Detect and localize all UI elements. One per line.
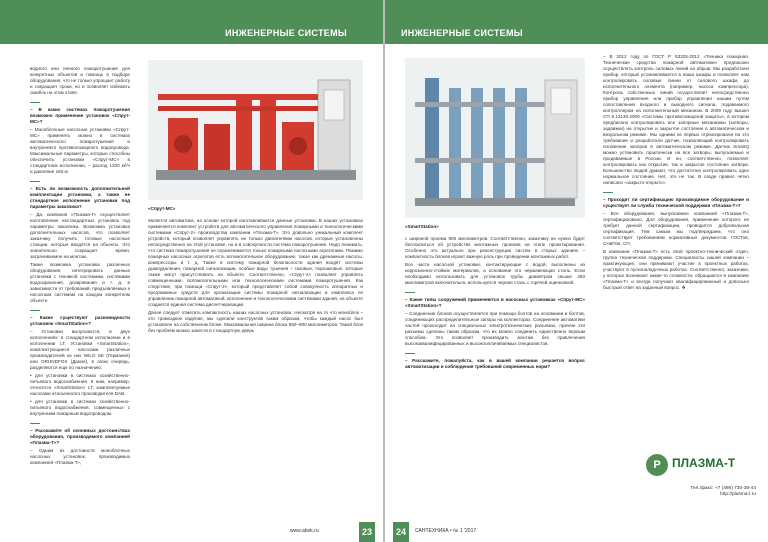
section-band-left [0, 0, 383, 44]
interview-question: – Есть ли возможность дополнительной комплектации установки, а также не стандартное исполнение установки под параметры заказчика? [30, 186, 130, 209]
body-paragraph: – Одним из достоинств моноблочных насосных установок, производимых компанией «Плазма-Т», [30, 448, 130, 465]
body-paragraph: – Моноблочные насосные установки «Спрут-МС» применять можно в системах автоматического пожаротушения и внутреннего противопожарного водопровода. Максимальные параметры, которые способны обеспечить установки «Спрут-МС» в стандартном исполнении, – расход 1200 м³/ч и давление 160 м. [30, 127, 130, 174]
left-column-1 [30, 66, 130, 528]
contact-site[interactable]: http://plasma-t.ru [720, 492, 756, 497]
interview-question: – Проходит ли сертификацию производимое оборудование и существует ли служба технической поддержки «Плазма-Т»? [603, 197, 749, 208]
photo-smartstation [405, 58, 585, 218]
body-paragraph: • для установки в системах хозяйственно-питьевого водоснабжения, совмещенных с внутренним пожарным водопроводом. [30, 399, 130, 416]
right-column-1 [405, 236, 585, 528]
question-divider [603, 192, 613, 193]
plasma-logo-icon: P [646, 454, 668, 476]
body-paragraph: – Все оборудование, выпускаемое компанией «Плазма-Т», сертифицировано. Для оборудования, применение которого не требует данной сертификации, проводится добровольная сертификация. Тем самым мы подтверждаем, что оно соответствует требованиям нормативных документов, ГОСТов, СНиПов, СП. [603, 211, 749, 246]
interview-question: – Расскажите, пожалуйста, как в вашей компании решается вопрос автоматизации и соблюдения требований современных норм? [405, 358, 585, 369]
left-column-2 [148, 218, 363, 528]
body-paragraph: – Установки выпускаются, в двух исполнениях: в стандартном исполнении и в исполнении LT. Установки «SmartStation», комплектующиеся насосами различных производителей из них WILO SE (Германия) или GRUNDFOS (Дания), в свою очередь, разделяются еще по назначению: [30, 329, 130, 370]
contact-phone: Тел./факс: +7 (495) 730-38-44 [690, 486, 756, 491]
logo-text: ПЛАЗМА-Т [672, 456, 736, 470]
body-paragraph: Далее следует отметить компактность наших насосных установок. Несмотря на то что моноблок – это громоздкое изделие, мы сделали конструктив таким образом, чтобы каждый насос был установлен на собственном блоке. Максимальная ширина блока 850–900 миллиметров. Такой блок без проблем можно занести в стандартную дверь [148, 310, 363, 333]
body-paragraph: водного или пенного пожаротушения для конкретных объектов и помощь в подборе оборудования, что не только упрощает работу и сокращает сроки, но и позволяет избежать ошибок на этом этапе. [30, 66, 130, 95]
right-column-2 [603, 54, 749, 440]
body-paragraph: В компании «Плазма-Т» есть свой проектно-технический отдел, группа технической поддержки. Специалисты нашей компании – практикующие, они принимают участие в проектных работах, участвуют в пусконаладочных работах. Соответственно, заказчики, у которых возникают какие-то сложности, обращаются в компанию «Плазма-Т» и всегда получают квалифицированный и довольно быстрый ответ на заданный вопрос. ❖ [603, 249, 749, 290]
question-divider [405, 353, 415, 354]
photo-caption-smartstation: «SmartStation» [405, 224, 439, 229]
folio-right: САНТЕХНИКА • № 1 '2017 [415, 528, 477, 534]
section-title-left: ИНЖЕНЕРНЫЕ СИСТЕМЫ [225, 28, 347, 38]
body-paragraph: – В 2012 году по ГОСТ Р 53325-2012 «Техника пожарная. Технические средства пожарной автоматики» предписано осуществлять контроль силовых линий на обрыв. Мы разработали прибор, который устанавливается в наши шкафы и позволяет нам контролировать силовые линии от силового шкафа до исполнительного элемента (например, насоса компрессора). Контроль собственных линий осуществляет непосредственно прибор управления или прибор управления нашим путем сопоставления входного и выходного сигнала, подаваемого контроллером на исполнительный механизм. В 2009 году вышел СП 5.13130.2009 «Системы противопожарной защиты», в котором предписано контролировать все запорные механизмы (затворы, задвижки) на открытие и закрытое состояние в автоматическом и визуальном режиме. Мы одними из первых отреагировали на это требование и разработали датчик, позволяющий контролировать положение запоров в автоматическом режиме. Датчик SmartQ можно установить практически на все затворы, выпускаемые и продаваемые в России. И он, соответственно, позволяет контролировать как открытие, так и закрытое состояние затвора. Большинство людей думают, что достаточно контролировать одно нормальное состояние. Нет, это не так. В своде правил четко написано «закрыто-открыто». [603, 54, 749, 185]
page-number-left: 23 [359, 522, 375, 542]
question-divider [30, 310, 40, 311]
booster-station-illustration [405, 58, 585, 218]
body-paragraph: – Да, компания «Плазма-Т» осуществляет изготовление нестандартных установок под параметры заказчика. Возможна установка дополнительных насосов, что позволяет заказчику получить готовые насосные станции, которые вводятся на объекты. Это значительно сокращает время, затрачиваемое на монтаж. [30, 212, 130, 259]
interview-question: – Расскажите об основных достоинствах оборудования, производимого компанией «Плазма-Т»? [30, 428, 130, 445]
photo-sprut-ms [148, 60, 363, 200]
interview-question: – В каких системах пожаротушения возможно применение установок «Спрут-МС»? [30, 107, 130, 124]
question-divider [30, 181, 40, 182]
pump-station-illustration [148, 60, 363, 200]
plasma-t-logo [646, 452, 756, 486]
page-number-right: 24 [393, 522, 409, 542]
interview-question: – Какие типы сооружений применяются в насосных установках «Спрут-МС» «SmartStation»? [405, 297, 585, 308]
body-paragraph: – Соединение блоков осуществляется при помощи болтов на основании и болтов, соединяющих распределительные запоры на коллекторах. Соединение автоматики частей происходит на специальных электротехнических разъемах, причем эти разъемы сделаны таким образом, что их можно соединить единственно верным способом. Это позволяет производить монтаж без привлечения высококвалифицированных и высокооплачиваемых специалистов. [405, 311, 585, 346]
question-divider [30, 102, 40, 103]
question-divider [405, 292, 415, 293]
right-page [385, 0, 768, 542]
left-page [0, 0, 383, 542]
body-paragraph: • для установки в системах хозяйственно-питьевого водоснабжения. К ним, например, относятся «SmartStation» LT, комплектуемые насосами итальянского производителя DAB. [30, 373, 130, 396]
body-paragraph: Также возможна установка различных оборудования, интегрировать данные установки с техникой системами, системами водоохранения, дозирования и т. д. в зависимости от требований, предъявляемых к насосным системам на каждом конкретном объекте. [30, 262, 130, 303]
body-paragraph: Все части насосной установки, контактирующие с водой, выполнены из коррозионно-стойких материалов, а основание это нержавеющая сталь. Если необходимо использовать для установок трубы диаметром свыше 250 миллиметров включительно, используется черная сталь с горячей оцинковкой. [405, 262, 585, 285]
contact-block [690, 486, 756, 498]
body-paragraph: является автоматика, на основе которой изготавливается данные установки. В наших установках применяется комплект устройств для автоматического управления пожарными и технологическими системами «Спрут-2» производства компании «Плазма-Т». Это довольно уникальный комплект устройств, который позволяет управлять не только двигателями насосов, которые установлены непосредственно на этой установке, но и в совокупности система пожаротушения. Надо понимать, что система пожаротушения не ограничивается только пожарными насосными агрегатами. Помимо пожарных насосных агрегатов есть вспомогательное оборудование, такое как дренажные насосы, компрессоры и т. д. Также в систему пожарной безопасности здания входят системы дымоудаления, пожарной сигнализации, особые виды тушения – газовые, порошковые, которые также могут присутствовать на объекте. Соответственно, «Спрут-2» позволяет управлять совмещенными, вспомогательными или технологическими системами пожаротушения. Как следствие, при помощи «Спрут-2», который представляет собой совокупность аппаратных и программных средств для организации системы пожарной сигнализации и комплекса по управлению пожарной автоматикой, исполнение и технологическими системами здания, на объекте создается единая система диспетчеризации. [148, 218, 363, 307]
body-paragraph: с шириной проема 900 миллиметров. Соответственно, заказчику не нужно будет беспокоиться об устройстве монтажных проемов на этапе проектирования. Особенно это актуально при реконструкции систем в старых зданиях – компактность блоков играет важную роль при проведении монтажных работ. [405, 236, 585, 259]
question-divider [30, 423, 40, 424]
section-title-right: ИНЖЕНЕРНЫЕ СИСТЕМЫ [401, 28, 523, 38]
photo-caption-sprut: «Спрут-МС» [148, 206, 176, 211]
interview-question: – Какие существуют разновидности установок «SmartStation»? [30, 315, 130, 326]
folio-left: www.abok.ru [290, 528, 319, 534]
section-band-right [385, 0, 768, 44]
